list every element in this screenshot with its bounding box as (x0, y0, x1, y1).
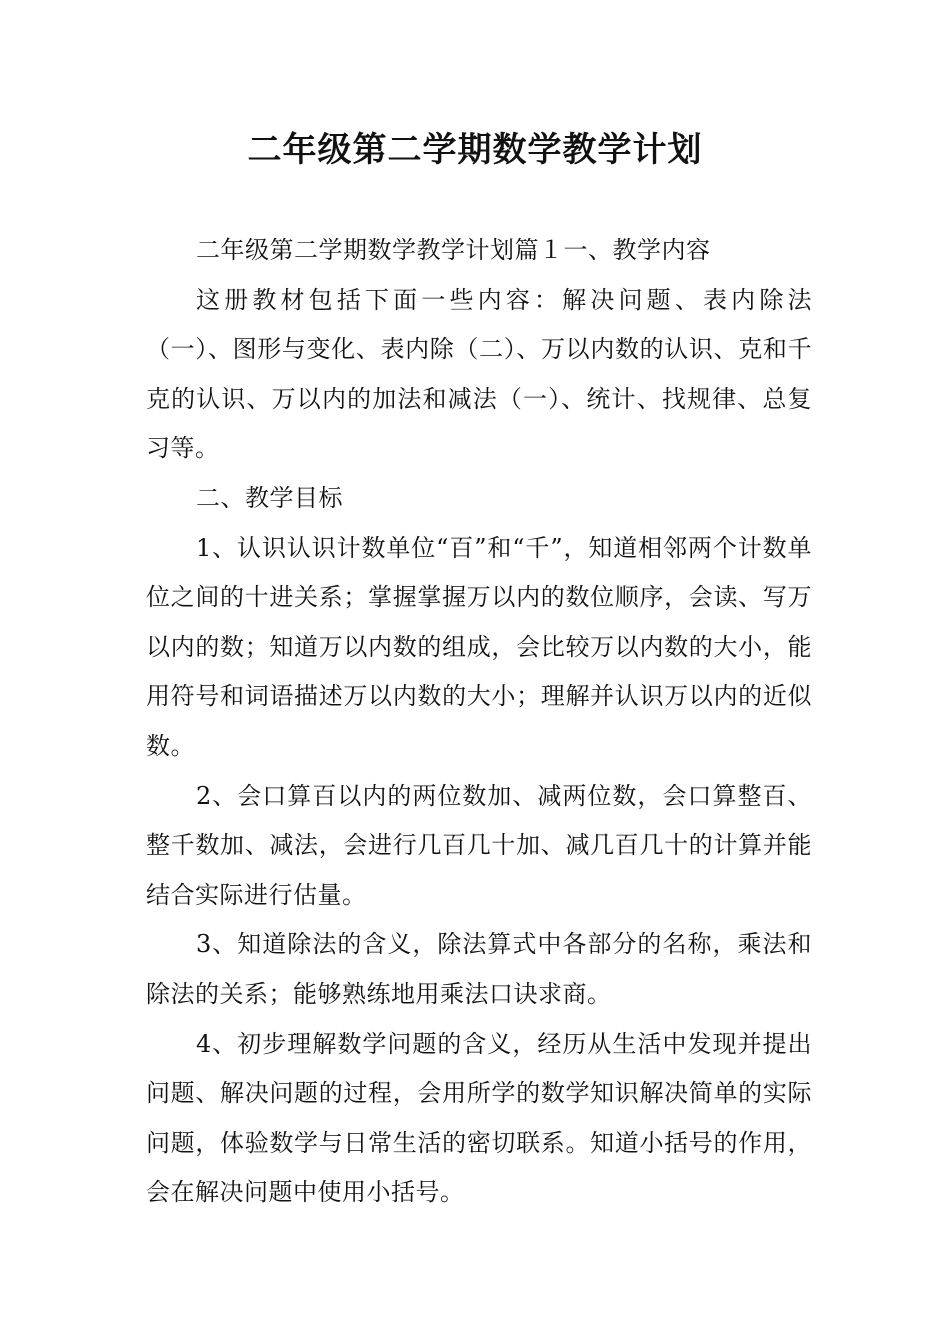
document-body (146, 226, 812, 1218)
paragraph-goal-2: 2、会口算百以内的两位数加、减两位数，会口算整百、整千数加、减法，会进行几百几十加、减几百几十的计算并能结合实际进行估量。 (146, 781, 812, 909)
paragraph-goal-1: 1、认识认识计数单位“百”和“千”，知道相邻两个计数单位之间的十进关系；掌握掌握万以内的数位顺序，会读、写万以内的数；知道万以内数的组成，会比较万以内数的大小，能用符号和词语描述万以内数的大小；理解并认识万以内的近似数。 (146, 533, 812, 760)
paragraph-goal-4: 4、初步理解数学问题的含义，经历从生活中发现并提出问题、解决问题的过程，会用所学的数学知识解决简单的实际问题，体验数学与日常生活的密切联系。知道小括号的作用，会在解决问题中使用小括号。 (146, 1029, 812, 1207)
paragraph-content: 这册教材包括下面一些内容：解决问题、表内除法（一）、图形与变化、表内除（二）、万以内数的认识、克和千克的认识、万以内的加法和减法（一）、统计、找规律、总复习等。 (146, 285, 812, 463)
paragraph-intro-heading: 二年级第二学期数学教学计划篇１一、教学内容 (196, 236, 711, 264)
document-title: 二年级第二学期数学教学计划 (247, 130, 703, 170)
paragraph-goal-3: 3、知道除法的含义，除法算式中各部分的名称，乘法和除法的关系；能够熟练地用乘法口诀求商。 (146, 930, 812, 1008)
paragraph-goals-heading: 二、教学目标 (196, 483, 343, 512)
